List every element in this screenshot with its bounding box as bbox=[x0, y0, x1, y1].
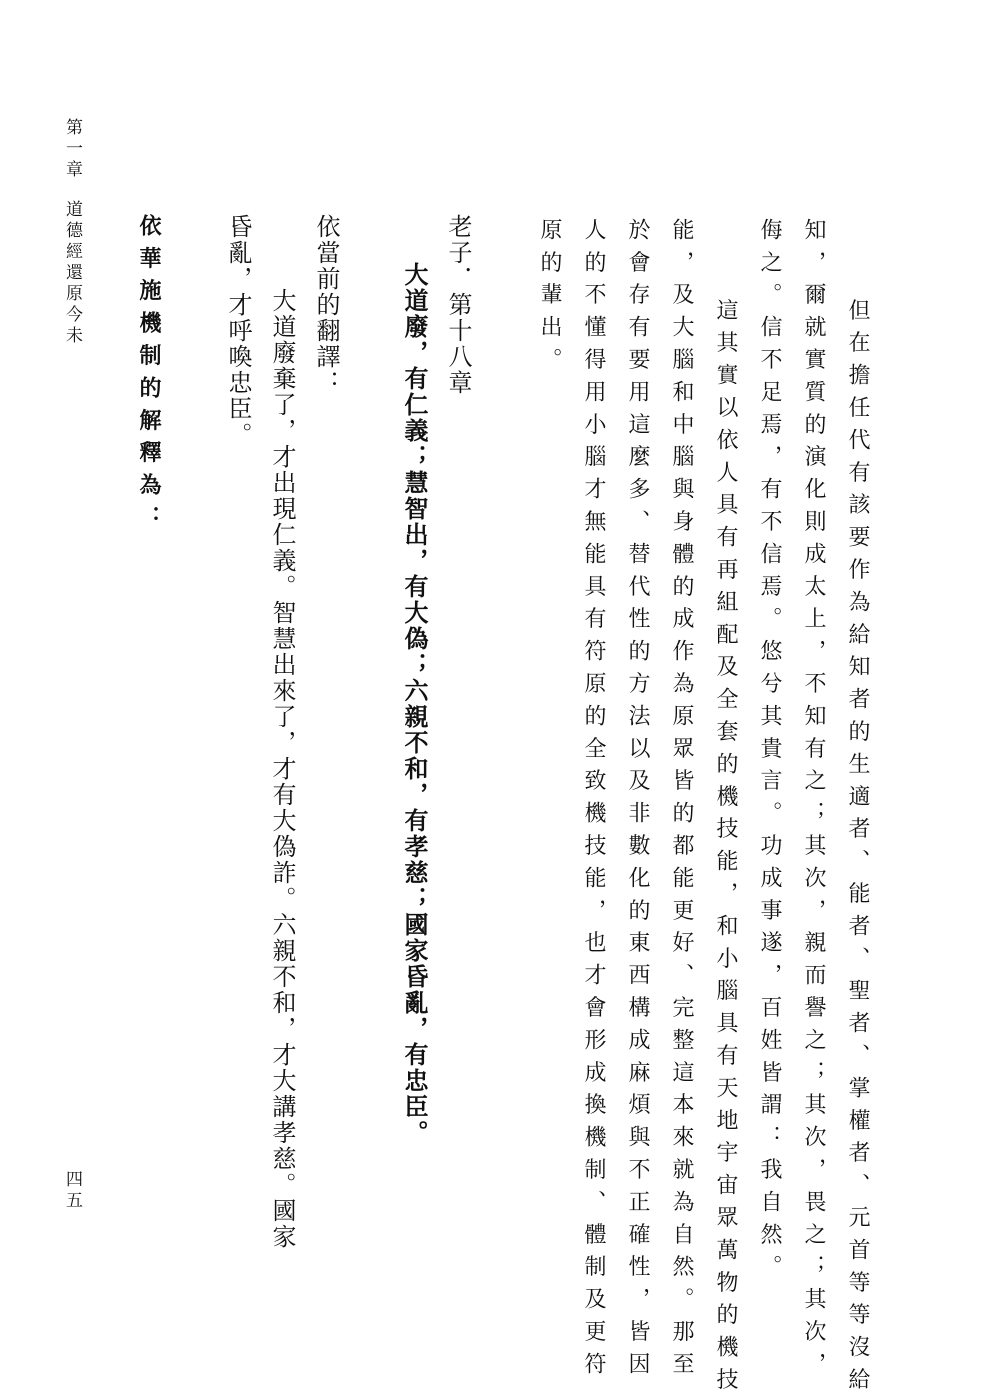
running-header-book-title: 道德經還原今未 bbox=[62, 200, 82, 347]
page-number: 四五 bbox=[62, 1170, 82, 1212]
paragraph-1-line-2: 知，爾就實質的演化則成太上，不知有之；其次，親而譽之；其次，畏之；其次， bbox=[801, 218, 826, 1385]
paragraph-2-line-4: 人的不懂得用小腦才無能具有符原的全致機技能，也才會形成換機制、體制及更符 bbox=[581, 218, 606, 1385]
chapter-title: 老子．第十八章 bbox=[444, 214, 472, 396]
paragraph-1-line-1: 但在擔任代有該要作為給知者的生適者、能者、聖者、掌權者、元首等等沒給 bbox=[845, 266, 870, 1400]
paragraph-2-line-1: 這其實以依人具有再組配及全套的機技能，和小腦具有天地宇宙眾萬物的機技 bbox=[713, 266, 738, 1400]
translation-line-2: 昏亂，才呼喚忠臣。 bbox=[224, 214, 252, 448]
running-header-chapter: 第一章 bbox=[62, 118, 82, 181]
paragraph-2-line-2: 能，及大腦和中腦與身體的成作為原眾皆的都能更好、完整這本來就為自然。那至 bbox=[669, 218, 694, 1385]
paragraph-2-line-5: 原的輩出。 bbox=[537, 218, 562, 380]
translation-line-1: 大道廢棄了，才出現仁義。智慧出來了，才有大偽詐。六親不和，才大講孝慈。國家 bbox=[268, 262, 296, 1250]
original-text: 大道廢，有仁義；慧智出，有大偽；六親不和，有孝慈；國家昏亂，有忠臣。 bbox=[400, 262, 428, 1146]
paragraph-2-line-3: 於會存有要用這麼多、替代性的方法以及非數化的東西構成麻煩與不正確性，皆因 bbox=[625, 218, 650, 1385]
translation-label: 依當前的翻譯： bbox=[312, 214, 340, 396]
paragraph-1-line-3: 侮之。信不足焉，有不信焉。悠兮其貴言。功成事遂，百姓皆謂：我自然。 bbox=[757, 218, 782, 1288]
explanation-label: 依華施機制的解釋為： bbox=[136, 214, 162, 538]
